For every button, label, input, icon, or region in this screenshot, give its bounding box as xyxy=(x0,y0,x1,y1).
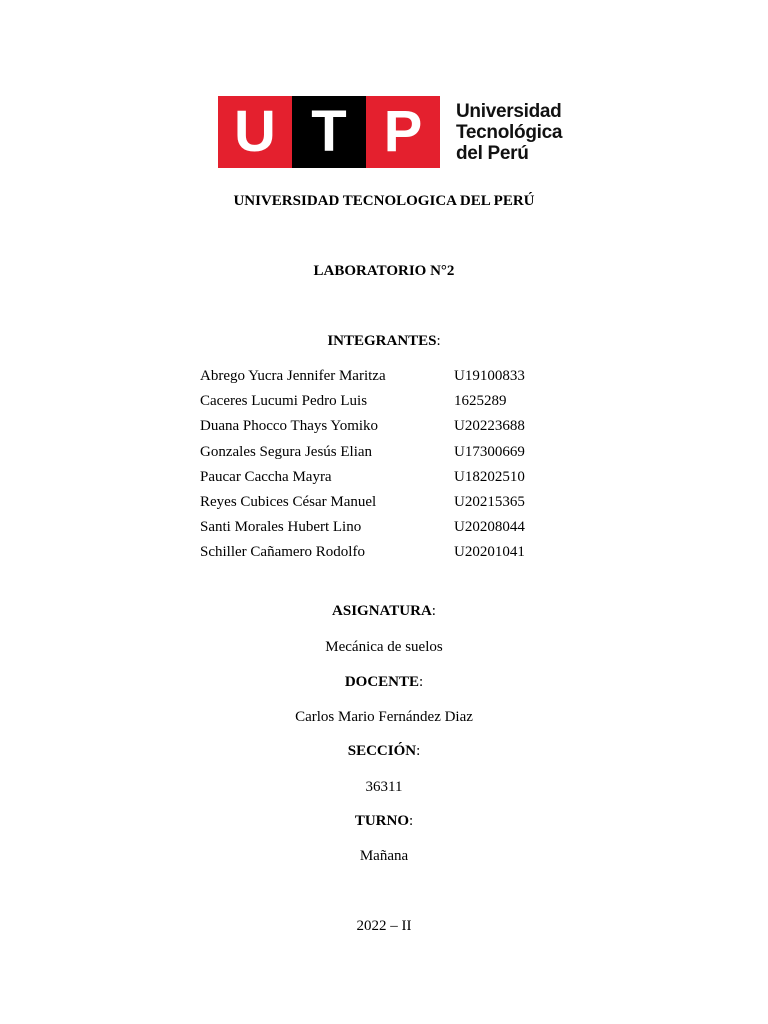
member-row xyxy=(200,468,580,493)
logo-letter-u: U xyxy=(218,96,292,168)
university-title: UNIVERSIDAD TECNOLOGICA DEL PERÚ xyxy=(233,193,535,209)
subject-heading xyxy=(0,602,768,620)
logo-letter-t: T xyxy=(292,96,366,168)
logo-wordmark xyxy=(456,96,562,168)
section-colon: : xyxy=(416,743,421,759)
member-code: U20223688 xyxy=(454,418,525,435)
logo-letter-p: P xyxy=(366,96,440,168)
member-name: Reyes Cubices César Manuel xyxy=(200,493,377,510)
section-heading xyxy=(0,742,768,760)
member-code: U17300669 xyxy=(454,443,525,460)
member-row xyxy=(200,443,580,468)
member-code: 1625289 xyxy=(454,393,507,410)
section-value: 36311 xyxy=(365,779,403,795)
member-code: U20215365 xyxy=(454,493,525,510)
member-name: Paucar Caccha Mayra xyxy=(200,468,332,485)
member-row xyxy=(200,417,580,442)
member-name: Caceres Lucumi Pedro Luis xyxy=(200,393,368,410)
subject-colon: : xyxy=(431,603,436,619)
logo-text-line-1: Universidad xyxy=(456,100,562,122)
teacher-colon: : xyxy=(419,674,424,690)
shift-heading xyxy=(0,812,768,830)
member-name: Duana Phocco Thays Yomiko xyxy=(200,418,379,435)
member-name: Schiller Cañamero Rodolfo xyxy=(200,544,365,561)
logo-text-line-2: Tecnológica xyxy=(456,121,563,143)
members-heading xyxy=(0,332,768,350)
teacher-heading xyxy=(0,673,768,691)
shift-colon: : xyxy=(409,813,414,829)
utp-logo xyxy=(218,96,562,168)
lab-title: LABORATORIO N°2 xyxy=(313,263,455,279)
subject-label: ASIGNATURA xyxy=(332,603,432,619)
logo-text-line-3: del Perú xyxy=(456,142,529,164)
member-code: U18202510 xyxy=(454,468,525,485)
shift-value: Mañana xyxy=(359,848,409,864)
teacher-value: Carlos Mario Fernández Diaz xyxy=(295,709,473,725)
member-name: Santi Morales Hubert Lino xyxy=(200,519,362,536)
member-code: U20201041 xyxy=(454,544,525,561)
section-label: SECCIÓN xyxy=(347,743,417,759)
member-name: Abrego Yucra Jennifer Maritza xyxy=(200,368,386,384)
member-name: Gonzales Segura Jesús Elian xyxy=(200,443,373,460)
members-heading-label: INTEGRANTES xyxy=(327,333,437,349)
teacher-label: DOCENTE xyxy=(344,674,419,690)
member-row xyxy=(200,493,580,518)
member-row xyxy=(200,367,580,392)
members-list xyxy=(200,367,580,569)
member-row xyxy=(200,518,580,543)
shift-label: TURNO xyxy=(354,813,409,829)
member-row xyxy=(200,543,580,568)
members-heading-colon: : xyxy=(436,333,441,349)
member-row xyxy=(200,392,580,417)
member-code: U19100833 xyxy=(454,368,525,384)
subject-value: Mecánica de suelos xyxy=(325,639,443,655)
member-code: U20208044 xyxy=(454,519,525,536)
academic-period: 2022 – II xyxy=(356,918,412,934)
